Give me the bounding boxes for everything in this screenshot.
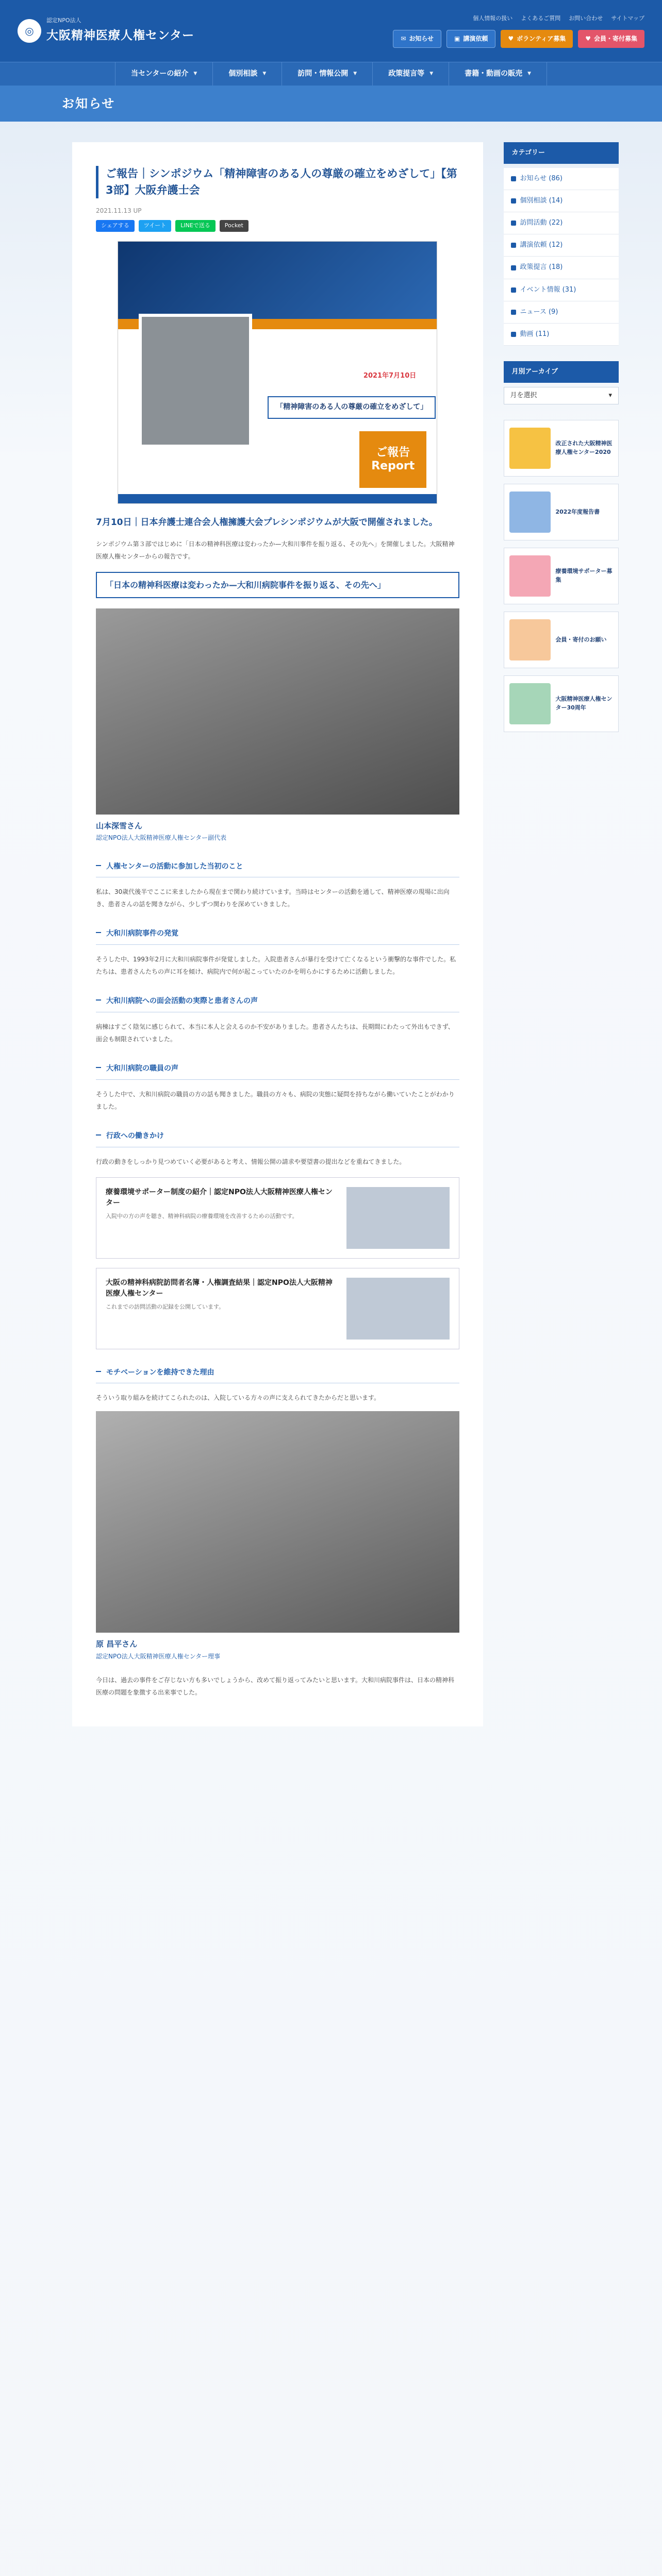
nav-label: 訪問・情報公開 [297, 69, 349, 78]
category-link[interactable]: 講演依頼 (12) [504, 234, 619, 257]
pocket-share-button[interactable]: Pocket [220, 220, 249, 232]
paragraph: そういう取り組みを続けてこられたのは、入院している方々の声に支えられてきたからだと思います。 [96, 1394, 380, 1402]
report-badge [359, 431, 426, 488]
banner-label: 2022年度報告書 [555, 508, 600, 515]
banner-image [509, 428, 551, 469]
section-heading: 大和川病院事件の発覚 [96, 925, 459, 945]
share-buttons [96, 220, 459, 232]
nav-item-books[interactable] [449, 62, 547, 86]
speaker-role: 認定NPO法人大阪精神医療人権センター理事 [96, 1652, 221, 1660]
section-heading: 人権センターの活動に参加した当初のこと [96, 858, 459, 878]
facebook-share-button[interactable]: シェアする [96, 220, 135, 232]
sidebar-banner[interactable] [504, 548, 619, 604]
nav-label: 当センターの紹介 [130, 69, 189, 78]
category-link[interactable]: ニュース (9) [504, 301, 619, 324]
sidebar-banner[interactable] [504, 484, 619, 540]
article-title: ご報告｜シンポジウム「精神障害のある人の尊厳の確立をめざして」【第3部】大阪弁護士会 [96, 166, 459, 198]
chevron-down-icon: ▼ [262, 71, 267, 76]
related-link-card[interactable] [96, 1177, 459, 1259]
util-link-contact[interactable]: お問い合わせ [569, 15, 603, 22]
lecture-button[interactable] [446, 30, 495, 47]
util-link-privacy[interactable]: 個人情報の扱い [473, 15, 513, 22]
category-heading: カテゴリー [504, 142, 619, 164]
section-heading: モチベーションを維持できた理由 [96, 1364, 459, 1384]
nav-label: 書籍・動画の販売 [465, 69, 523, 78]
nav-item-about[interactable] [115, 62, 212, 86]
chevron-down-icon: ▼ [193, 71, 197, 76]
site-header [0, 0, 662, 62]
mic-icon: ▣ [454, 35, 460, 43]
archive-select[interactable] [504, 387, 619, 404]
paragraph: 行政の動きをしっかり見つめていく必要があると考え、情報公開の請求や要望書の提出などを重ねてきました。 [96, 1158, 406, 1165]
banner-label: 療養環境サポーター募集 [555, 568, 613, 583]
chevron-down-icon: ▼ [527, 71, 532, 76]
nav-item-visit[interactable] [282, 62, 372, 86]
category-link[interactable]: 動画 (11) [504, 324, 619, 346]
paragraph: 今日は、過去の事件をご存じない方も多いでしょうから、改めて振り返ってみたいと思います。大和川病院事件は、日本の精神科医療の問題を象徴する出来事でした。 [96, 1676, 455, 1697]
nav-label: 個別相談 [228, 69, 258, 78]
category-link[interactable]: 個別相談 (14) [504, 190, 619, 212]
poster-caption: 「精神障害のある人の尊厳の確立をめざして」 [268, 396, 436, 419]
paragraph: シンポジウム第３部ではじめに「日本の精神科医療は変わったか—大和川事件を振り返る、その先へ」を開催しました。大阪精神医療人権センターからの報告です。 [96, 540, 455, 560]
donate-button-label: 会員・寄付募集 [593, 35, 637, 43]
sidebar [504, 142, 619, 1726]
section-heading: 大和川病院への面会活動の実際と患者さんの声 [96, 992, 459, 1012]
speaker-role: 認定NPO法人大阪精神医療人権センター副代表 [96, 834, 227, 842]
sidebar-banner[interactable] [504, 675, 619, 732]
chevron-down-icon: ▼ [429, 71, 434, 76]
nav-item-policy[interactable] [372, 62, 449, 86]
speaker-photo [96, 1411, 459, 1633]
poster-footer-band [118, 494, 437, 503]
card-title: 大阪の精神科病院訪問者名簿・人権調査結果｜認定NPO法人大阪精神医療人権センター [106, 1278, 333, 1298]
utility-links [473, 14, 644, 24]
paragraph: 私は、30歳代後半でここに来ましたから現在まで関わり続けています。当時はセンターの活動を通して、精神医療の現場に出向き、患者さんの話を聞きながら、少しずつ関わりを深めていきました。 [96, 888, 450, 908]
banner-label: 改正された大阪精神医療人権センター2020 [555, 440, 613, 455]
line-share-button[interactable]: LINEで送る [175, 220, 216, 232]
banner-label: 会員・寄付のお願い [555, 636, 607, 643]
logo-title: 大阪精神医療人権センター [46, 28, 195, 42]
bell-icon: ✉ [401, 35, 406, 43]
badge-text-en: Report [371, 460, 415, 473]
heart-icon: ♥ [585, 35, 591, 43]
card-thumbnail [346, 1187, 450, 1249]
nav-item-consult[interactable] [212, 62, 282, 86]
archive-heading: 月別アーカイブ [504, 361, 619, 383]
article [72, 142, 483, 1726]
badge-text-ja: ご報告 [376, 446, 410, 459]
article-lead: 7月10日｜日本弁護士連合会人権擁護大会プレシンポジウムが大阪で開催されました。 [96, 517, 438, 528]
sidebar-banner[interactable] [504, 420, 619, 477]
sidebar-banner[interactable] [504, 612, 619, 668]
article-date: 2021.11.13 UP [96, 207, 142, 214]
donate-button[interactable] [578, 30, 644, 47]
speaker-name: 原 昌平さん [96, 1639, 138, 1649]
event-poster-image [118, 241, 437, 504]
volunteer-button[interactable] [501, 30, 573, 47]
banner-image [509, 492, 551, 533]
banner-image [509, 555, 551, 597]
chevron-down-icon: ▾ [608, 391, 612, 399]
news-button-label: お知らせ [409, 35, 434, 43]
page-title: お知らせ [0, 86, 662, 122]
banner-image [509, 683, 551, 724]
banner-label: 大阪精神医療人権センター30周年 [555, 696, 613, 711]
paragraph: 病棟はすごく陰気に感じられて、本当に本人と会えるのか不安がありました。患者さんたちは、長期間にわたって外出もできず、面会も制限されていました。 [96, 1023, 454, 1043]
volunteer-button-label: ボランティア募集 [517, 35, 566, 43]
site-logo[interactable] [18, 16, 194, 46]
category-link[interactable]: お知らせ (86) [504, 168, 619, 190]
global-nav [0, 62, 662, 86]
category-link[interactable]: イベント情報 (31) [504, 279, 619, 301]
news-button[interactable] [393, 30, 441, 47]
paragraph: そうした中で、大和川病院の職員の方の話も聞きました。職員の方々も、病院の実態に疑問を持ちながら働いていたことがわかりました。 [96, 1090, 455, 1110]
lecture-button-label: 講演依頼 [463, 35, 488, 43]
card-thumbnail [346, 1278, 450, 1340]
card-title: 療養環境サポーター制度の紹介｜認定NPO法人大阪精神医療人権センター [106, 1188, 333, 1207]
poster-speaker-photo [139, 314, 252, 448]
poster-date: 2021年7月10日 [363, 372, 417, 380]
logo-icon: ◎ [18, 19, 41, 43]
session-heading: 「日本の精神科医療は変わったか—大和川病院事件を振り返る、その先へ」 [96, 572, 459, 598]
related-link-card[interactable] [96, 1268, 459, 1349]
speaker-name: 山本深雪さん [96, 821, 143, 831]
banner-image [509, 619, 551, 660]
card-description: これまでの訪問活動の記録を公開しています。 [106, 1303, 225, 1310]
util-link-faq[interactable]: よくあるご質問 [521, 15, 561, 22]
section-heading: 行政への働きかけ [96, 1127, 459, 1147]
section-heading: 大和川病院の職員の声 [96, 1060, 459, 1080]
util-link-sitemap[interactable]: サイトマップ [611, 15, 644, 22]
chevron-down-icon: ▼ [353, 71, 357, 76]
twitter-share-button[interactable]: ツイート [139, 220, 171, 232]
paragraph: そうした中、1993年2月に大和川病院事件が発覚しました。入院患者さんが暴行を受けて亡くなるという衝撃的な事件でした。私たちは、患者さんたちの声に耳を傾け、病院内で何が起こっていたのかを明らかにするために活動しました。 [96, 956, 456, 976]
archive-select-value: 月を選択 [510, 391, 537, 399]
hand-icon: ♥ [508, 35, 514, 43]
nav-label: 政策提言等 [388, 69, 425, 78]
category-link[interactable]: 政策提言 (18) [504, 257, 619, 279]
category-link[interactable]: 訪問活動 (22) [504, 212, 619, 234]
logo-subtitle: 認定NPO法人 [46, 17, 81, 24]
card-description: 入院中の方の声を聴き、精神科病院の療養環境を改善するための活動です。 [106, 1212, 298, 1219]
speaker-photo [96, 608, 459, 815]
